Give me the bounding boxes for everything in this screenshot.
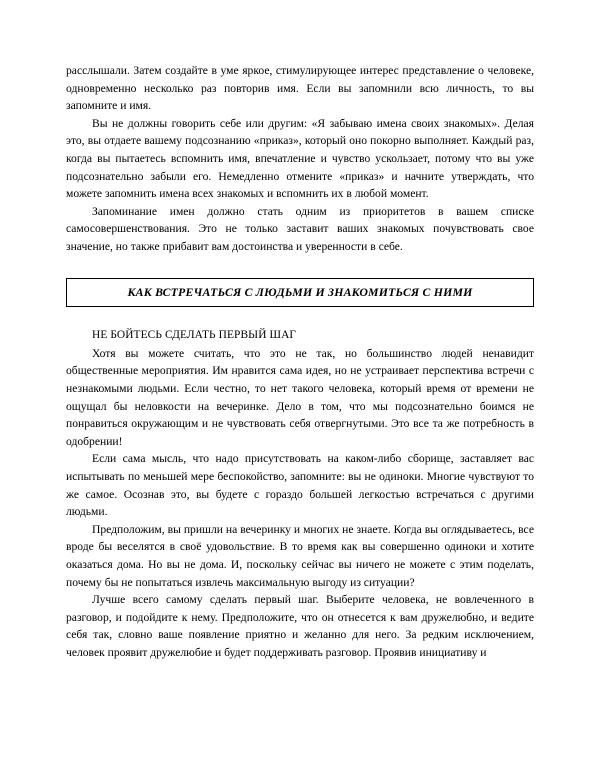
subheading: НЕ БОЙТЕСЬ СДЕЛАТЬ ПЕРВЫЙ ШАГ bbox=[92, 328, 297, 341]
paragraph: расслышали. Затем создайте в уме яркое, стимулирующее интерес представление о человеке, одновременно несколько раз повторив имя. Если вы запомнили всю личность, то вы запомните и имя. bbox=[66, 64, 534, 113]
paragraph: Вы не должны говорить себе или другим: «Я забываю имена своих знакомых». Делая это, вы отдаете вашему подсознанию «приказ», который оно покорно выполняет. Каждый раз, когда вы пытаетесь вспомнить имя, впечатление и чувство ускользает, потому что вы уже подсознательно забыли его. Немедленно отмените «приказ» и начните утверждать, что можете запомнить имена всех знакомых и вспомнить их в любой момент. bbox=[66, 116, 534, 201]
paragraph: Предположим, вы пришли на вечеринку и многих не знаете. Когда вы оглядываетесь, все вроде бы веселятся в своё удовольствие. В то время как вы совершенно одиноки и хотите оказаться дома. Но вы не дома. И, поскольку сейчас вы ничего не можете с этим поделать, почему бы не попытаться извлечь максимальную выгоду из ситуации? bbox=[66, 522, 534, 589]
paragraph: Лучше всего самому сделать первый шаг. Выберите человека, не вовлеченного в разговор, и подойдите к нему. Предположите, что он отнесется к вам дружелюбно, и ведите себя так, словно ваше появление приятно и желанно для него. За редким исключением, человек проявит дружелюбие и будет поддерживать разговор. Проявив инициативу и bbox=[66, 593, 534, 660]
paragraph: Запоминание имен должно стать одним из приоритетов в вашем списке самосовершенствования. Это не только заставит ваших знакомых почувствовать свое значение, но также прибавит вам достоинства и уверенности в себе. bbox=[66, 204, 534, 254]
section-heading-text: КАК ВСТРЕЧАТЬСЯ С ЛЮДЬМИ И ЗНАКОМИТЬСЯ С НИМИ bbox=[127, 284, 473, 299]
section-heading-banner bbox=[66, 278, 534, 307]
paragraph: Если сама мысль, что надо присутствовать на каком-либо сборище, заставляет вас испытывать по меньшей мере беспокойство, запомните: вы не одиноки. Многие чувствуют то же самое. Осознав это, вы будете с гораздо большей легкостью встречаться с другими людьми. bbox=[66, 452, 534, 519]
paragraph: Хотя вы можете считать, что это не так, но большинство людей ненавидит общественные мероприятия. Им нравится сама идея, но не устраивает перспектива встречи с незнакомыми людьми. Если честно, то нет такого человека, который время от времени не ощущал бы неловкости на вечеринке. Дело в том, что мы подсознательно боимся не понравиться окружающим и не чувствовать себя отвергнутыми. Это все та же потребность в одобрении! bbox=[66, 346, 534, 448]
